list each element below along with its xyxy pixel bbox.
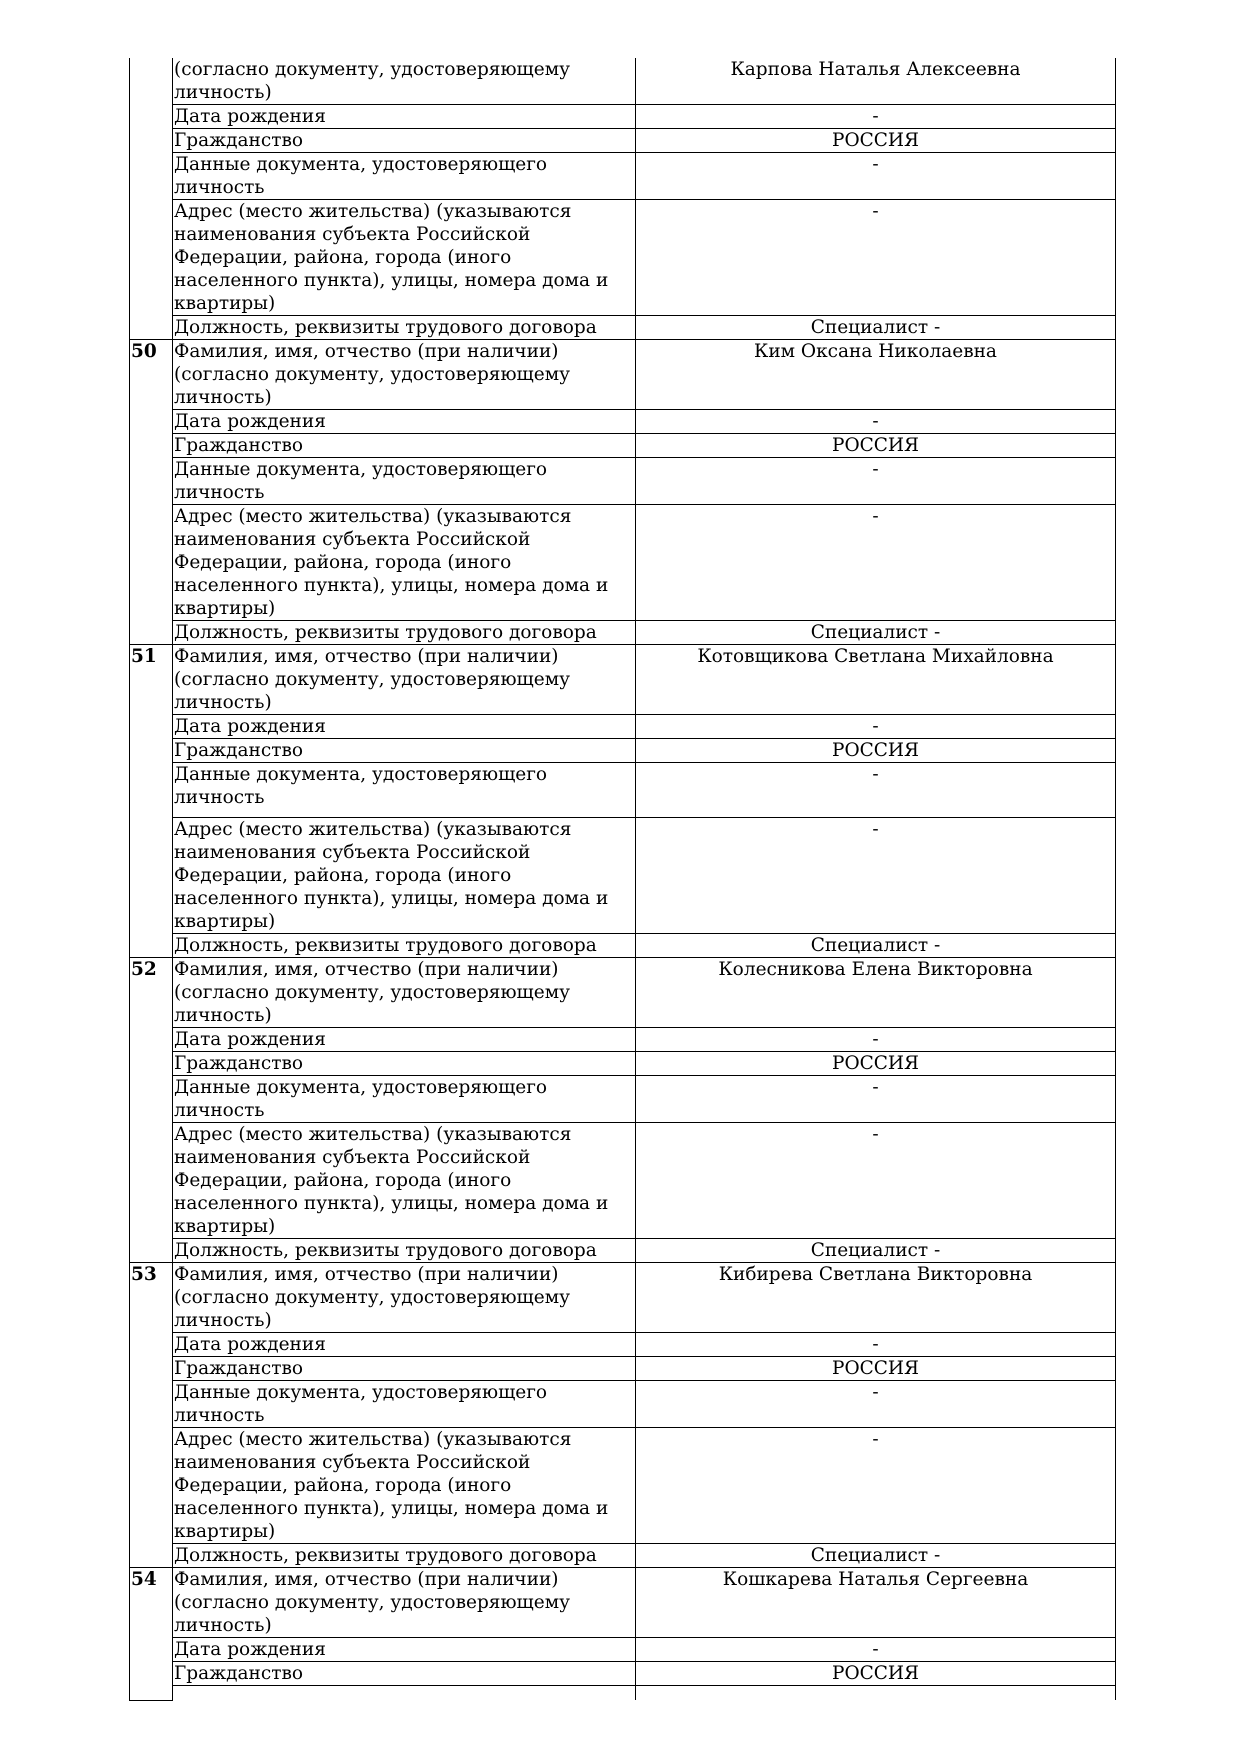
- row-address: [130, 818, 1116, 934]
- label-fio: Фамилия, имя, отчество (при наличии) (согласно документу, удостоверяющему личность): [173, 1568, 636, 1638]
- row-fio: [130, 645, 1116, 715]
- label-position: Должность, реквизиты трудового договора: [173, 621, 636, 645]
- value-position: Специалист -: [636, 1239, 1116, 1263]
- value-position: Специалист -: [636, 934, 1116, 958]
- row-citizenship: [130, 739, 1116, 763]
- value-position: Специалист -: [636, 316, 1116, 340]
- row-position: [130, 316, 1116, 340]
- row-address: [130, 200, 1116, 316]
- row-fio: [130, 340, 1116, 410]
- label-citizenship: Гражданство: [173, 434, 636, 458]
- row-birth: [130, 1028, 1116, 1052]
- label-position: Должность, реквизиты трудового договора: [173, 1544, 636, 1568]
- value-birth: -: [636, 715, 1116, 739]
- value-id-doc: -: [636, 153, 1116, 200]
- label-position: Должность, реквизиты трудового договора: [173, 316, 636, 340]
- label-citizenship: Гражданство: [173, 129, 636, 153]
- value-fio: Кошкарева Наталья Сергеевна: [636, 1568, 1116, 1638]
- row-birth: [130, 715, 1116, 739]
- label-citizenship: Гражданство: [173, 1052, 636, 1076]
- row-citizenship: [130, 1662, 1116, 1686]
- label-birth: Дата рождения: [173, 715, 636, 739]
- label-empty: [173, 1686, 636, 1701]
- row-id-doc: [130, 1076, 1116, 1123]
- row-position: [130, 934, 1116, 958]
- label-address: Адрес (место жительства) (указываются наименования субъекта Российской Федерации, района, города (иного населенного пункта), улицы, номера дома и квартиры): [173, 1428, 636, 1544]
- value-id-doc: -: [636, 458, 1116, 505]
- row-fio: [130, 958, 1116, 1028]
- value-fio: Котовщикова Светлана Михайловна: [636, 645, 1116, 715]
- label-birth: Дата рождения: [173, 105, 636, 129]
- value-citizenship: РОССИЯ: [636, 1357, 1116, 1381]
- value-citizenship: РОССИЯ: [636, 1662, 1116, 1686]
- label-id-doc: Данные документа, удостоверяющего личность: [173, 458, 636, 505]
- label-citizenship: Гражданство: [173, 739, 636, 763]
- label-fio: Фамилия, имя, отчество (при наличии) (согласно документу, удостоверяющему личность): [173, 958, 636, 1028]
- entry-number: 50: [130, 340, 173, 645]
- row-continuation: [130, 1686, 1116, 1701]
- entry-number: 54: [130, 1568, 173, 1701]
- value-citizenship: РОССИЯ: [636, 739, 1116, 763]
- label-address: Адрес (место жительства) (указываются наименования субъекта Российской Федерации, района, города (иного населенного пункта), улицы, номера дома и квартиры): [173, 200, 636, 316]
- value-address: -: [636, 1428, 1116, 1544]
- entry-number: 51: [130, 645, 173, 958]
- row-fio: [130, 58, 1116, 105]
- label-id-doc: Данные документа, удостоверяющего личность: [173, 1381, 636, 1428]
- label-fio: Фамилия, имя, отчество (при наличии) (согласно документу, удостоверяющему личность): [173, 340, 636, 410]
- label-birth: Дата рождения: [173, 1333, 636, 1357]
- row-id-doc: [130, 763, 1116, 818]
- row-id-doc: [130, 1381, 1116, 1428]
- label-address: Адрес (место жительства) (указываются наименования субъекта Российской Федерации, района, города (иного населенного пункта), улицы, номера дома и квартиры): [173, 1123, 636, 1239]
- row-citizenship: [130, 434, 1116, 458]
- row-citizenship: [130, 1357, 1116, 1381]
- row-address: [130, 1123, 1116, 1239]
- label-citizenship: Гражданство: [173, 1357, 636, 1381]
- value-citizenship: РОССИЯ: [636, 434, 1116, 458]
- value-citizenship: РОССИЯ: [636, 1052, 1116, 1076]
- value-birth: -: [636, 1028, 1116, 1052]
- row-fio: [130, 1263, 1116, 1333]
- value-address: -: [636, 200, 1116, 316]
- row-position: [130, 1239, 1116, 1263]
- label-birth: Дата рождения: [173, 410, 636, 434]
- row-birth: [130, 1638, 1116, 1662]
- value-fio: Колесникова Елена Викторовна: [636, 958, 1116, 1028]
- row-fio: [130, 1568, 1116, 1638]
- value-birth: -: [636, 1638, 1116, 1662]
- value-citizenship: РОССИЯ: [636, 129, 1116, 153]
- value-fio: Карпова Наталья Алексеевна: [636, 58, 1116, 105]
- value-position: Специалист -: [636, 621, 1116, 645]
- row-citizenship: [130, 1052, 1116, 1076]
- row-address: [130, 505, 1116, 621]
- value-birth: -: [636, 1333, 1116, 1357]
- row-position: [130, 1544, 1116, 1568]
- label-id-doc: Данные документа, удостоверяющего личность: [173, 1076, 636, 1123]
- label-address: Адрес (место жительства) (указываются наименования субъекта Российской Федерации, района, города (иного населенного пункта), улицы, номера дома и квартиры): [173, 505, 636, 621]
- label-fio: Фамилия, имя, отчество (при наличии) (согласно документу, удостоверяющему личность): [173, 1263, 636, 1333]
- value-address: -: [636, 505, 1116, 621]
- value-birth: -: [636, 410, 1116, 434]
- row-id-doc: [130, 458, 1116, 505]
- entry-number: [130, 58, 173, 340]
- entry-number: 52: [130, 958, 173, 1263]
- value-empty: [636, 1686, 1116, 1701]
- entry-number: 53: [130, 1263, 173, 1568]
- row-birth: [130, 410, 1116, 434]
- value-id-doc: -: [636, 1076, 1116, 1123]
- label-fio: Фамилия, имя, отчество (при наличии) (согласно документу, удостоверяющему личность): [173, 645, 636, 715]
- row-birth: [130, 1333, 1116, 1357]
- value-address: -: [636, 818, 1116, 934]
- value-address: -: [636, 1123, 1116, 1239]
- value-id-doc: -: [636, 1381, 1116, 1428]
- label-address: Адрес (место жительства) (указываются наименования субъекта Российской Федерации, района, города (иного населенного пункта), улицы, номера дома и квартиры): [173, 818, 636, 934]
- label-position: Должность, реквизиты трудового договора: [173, 934, 636, 958]
- row-address: [130, 1428, 1116, 1544]
- label-position: Должность, реквизиты трудового договора: [173, 1239, 636, 1263]
- label-birth: Дата рождения: [173, 1638, 636, 1662]
- row-citizenship: [130, 129, 1116, 153]
- value-birth: -: [636, 105, 1116, 129]
- persons-table: [129, 58, 1116, 1701]
- row-position: [130, 621, 1116, 645]
- label-birth: Дата рождения: [173, 1028, 636, 1052]
- row-birth: [130, 105, 1116, 129]
- label-id-doc: Данные документа, удостоверяющего личность: [173, 153, 636, 200]
- value-fio: Кибирева Светлана Викторовна: [636, 1263, 1116, 1333]
- value-fio: Ким Оксана Николаевна: [636, 340, 1116, 410]
- row-id-doc: [130, 153, 1116, 200]
- label-fio: (согласно документу, удостоверяющему личность): [173, 58, 636, 105]
- value-position: Специалист -: [636, 1544, 1116, 1568]
- value-id-doc: -: [636, 763, 1116, 818]
- label-citizenship: Гражданство: [173, 1662, 636, 1686]
- label-id-doc: Данные документа, удостоверяющего личность: [173, 763, 636, 818]
